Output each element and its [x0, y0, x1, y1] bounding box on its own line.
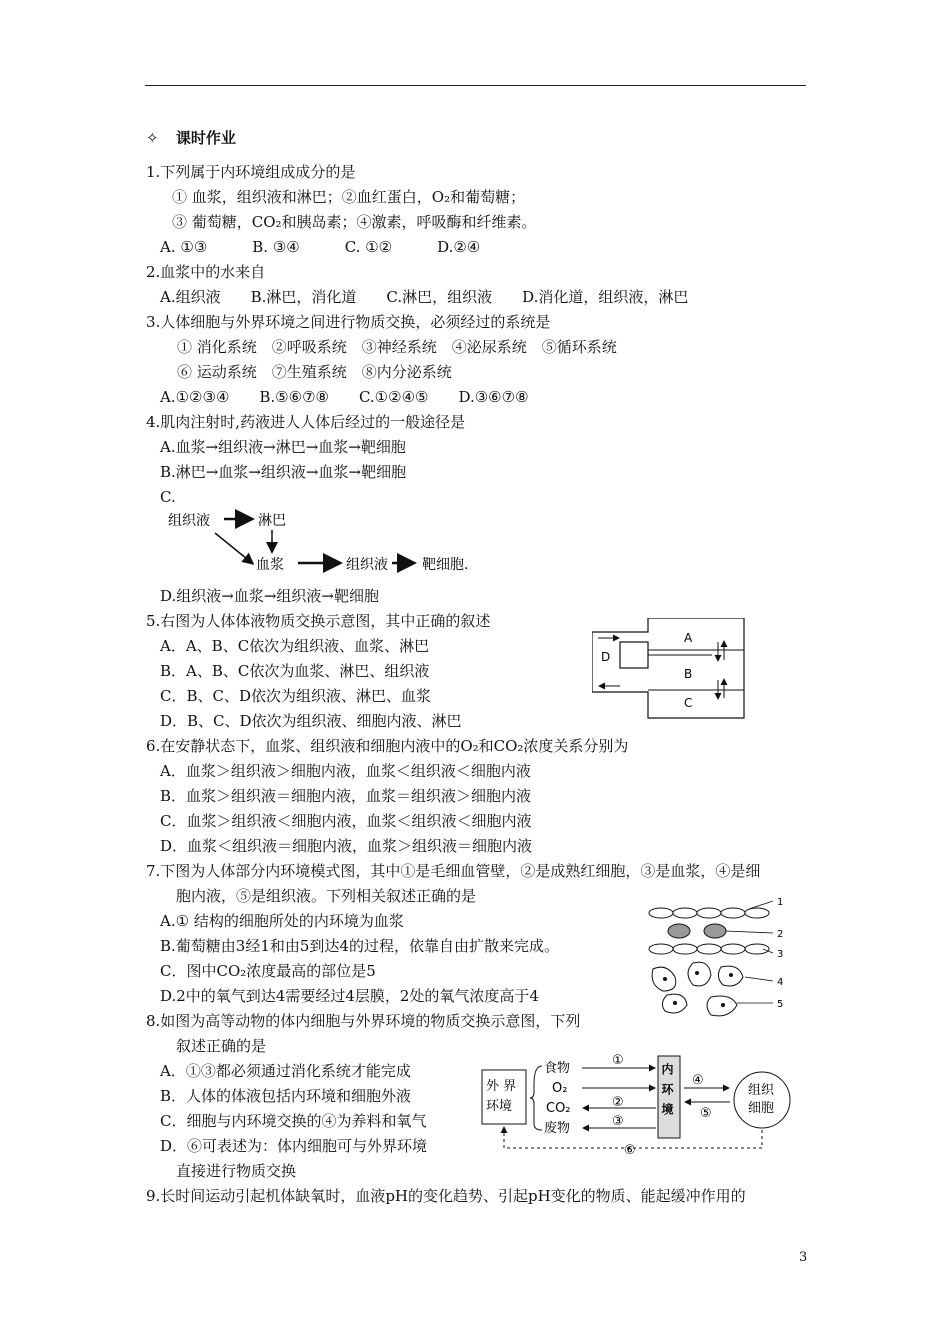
label-a: A	[684, 631, 693, 645]
q7-option-a: A.① 结构的细胞所处的内环境为血浆	[160, 912, 404, 930]
cell-label-1: 组织	[748, 1083, 775, 1098]
label-3: 3	[777, 949, 784, 960]
question-9: 9.长时间运动引起机体缺氧时，血液pH的变化趋势、引起pH变化的物质、能起缓冲作用的	[146, 1187, 746, 1205]
q6-option-b: B．血浆＞组织液＝细胞内液，血浆＝组织液＞细胞内液	[160, 787, 532, 805]
q6-option-d: D．血浆＜组织液＝细胞内液，血浆＞组织液＝细胞内液	[160, 837, 533, 855]
label-waste: 废物	[544, 1121, 571, 1136]
header-rule	[145, 85, 806, 86]
q5-option-c: C．B、C、D依次为组织液、淋巴、血浆	[160, 687, 432, 705]
question-3: 3.人体细胞与外界环境之间进行物质交换，必须经过的系统是	[146, 313, 551, 331]
label-2: 2	[777, 929, 784, 940]
q7-line: 胞内液，⑤是组织液。下列相关叙述正确的是	[176, 887, 477, 905]
question-7: 7.下图为人体部分内环境模式图，其中①是毛细血管壁，②是成熟红细胞，③是血浆，④是细	[146, 862, 761, 880]
q7-tissue-diagram	[645, 893, 795, 1021]
q4-pathway-diagram	[160, 505, 480, 585]
label-b: B	[684, 667, 693, 681]
q8-line: 直接进行物质交换	[176, 1162, 297, 1180]
q3-line: ① 消化系统 ②呼吸系统 ③神经系统 ④泌尿系统 ⑤循环系统	[177, 338, 617, 356]
circle-2: ②	[612, 1095, 624, 1110]
label-food: 食物	[544, 1061, 571, 1076]
circle-4: ④	[692, 1073, 704, 1088]
inner-env-text: 内环境	[662, 1063, 674, 1117]
label-4: 4	[777, 977, 784, 988]
q4-option-a: A.血浆→组织液→淋巴→血浆→靶细胞	[160, 438, 406, 456]
node-tissue-fluid: 组织液	[168, 513, 210, 529]
q5-option-d: D．B、C、D依次为组织液、细胞内液、淋巴	[160, 712, 462, 730]
circle-1: ①	[612, 1053, 624, 1068]
bullet-icon: ✧	[146, 129, 159, 147]
question-8: 8.如图为高等动物的体内细胞与外界环境的物质交换示意图，下列	[146, 1012, 581, 1030]
circle-3: ③	[612, 1114, 624, 1129]
q2-options: A.组织液 B.淋巴，消化道 C.淋巴，组织液 D.消化道，组织液，淋巴	[160, 288, 689, 306]
label-d: D	[601, 650, 611, 664]
outer-label-1: 外 界	[486, 1079, 517, 1094]
node-target-cell: 靶细胞.	[422, 557, 469, 573]
q8-line: 叙述正确的是	[176, 1037, 267, 1055]
outer-label-2: 环境	[486, 1099, 513, 1114]
page-number: 3	[799, 1250, 808, 1265]
question-2: 2.血浆中的水来自	[146, 263, 266, 281]
q5-option-b: B．A、B、C依次为血浆、淋巴、组织液	[160, 662, 430, 680]
q6-option-c: C．血浆＞组织液＜细胞内液，血浆＜组织液＜细胞内液	[160, 812, 532, 830]
q3-options: A.①②③④ B.⑤⑥⑦⑧ C.①②④⑤ D.③⑥⑦⑧	[160, 388, 529, 406]
label-1: 1	[777, 897, 784, 908]
q5-option-a: A．A、B、C依次为组织液、血浆、淋巴	[160, 637, 430, 655]
q8-option-c: C．细胞与内环境交换的④为养料和氧气	[160, 1112, 427, 1130]
question-5: 5.右图为人体体液物质交换示意图，其中正确的叙述	[146, 612, 491, 630]
question-4: 4.肌肉注射时,药液进人人体后经过的一般途径是	[146, 413, 466, 431]
section-heading	[146, 128, 236, 148]
label-5: 5	[777, 999, 784, 1010]
q7-option-d: D.2中的氧气到达4需要经过4层膜，2处的氧气浓度高于4	[160, 987, 539, 1005]
q1-line: ① 血浆，组织液和淋巴；②血红蛋白，O₂和葡萄糖；	[172, 188, 526, 206]
section-title: 课时作业	[175, 129, 236, 147]
label-co2: CO₂	[546, 1101, 571, 1116]
question-6: 6.在安静状态下，血浆、组织液和细胞内液中的O₂和CO₂浓度关系分别为	[146, 737, 629, 755]
q4-option-d: D.组织液→血浆→组织液→靶细胞	[160, 587, 379, 605]
circle-5: ⑤	[700, 1106, 712, 1121]
inner-env-label	[660, 1062, 674, 1117]
node-plasma: 血浆	[256, 557, 284, 573]
q8-exchange-diagram	[478, 1044, 808, 1164]
q8-option-b: B．人体的体液包括内环境和细胞外液	[160, 1087, 412, 1105]
q7-option-c: C．图中CO₂浓度最高的部位是5	[160, 962, 376, 980]
q1-options: A. ①③ B. ③④ C. ①② D.②④	[160, 238, 481, 256]
question-1: 1.下列属于内环境组成成分的是	[146, 163, 356, 181]
circle-6: ⑥	[624, 1143, 636, 1158]
q1-line: ③ 葡萄糖，CO₂和胰岛素；④激素，呼吸酶和纤维素。	[172, 213, 537, 231]
q5-fluid-exchange-diagram	[592, 618, 748, 720]
q3-line: ⑥ 运动系统 ⑦生殖系统 ⑧内分泌系统	[177, 363, 452, 381]
q7-option-b: B.葡萄糖由3经1和由5到达4的过程，依靠自由扩散来完成。	[160, 937, 559, 955]
q8-option-d: D．⑥可表述为：体内细胞可与外界环境	[160, 1137, 428, 1155]
q4-option-b: B.淋巴→血浆→组织液→血浆→靶细胞	[160, 463, 407, 481]
q8-option-a: A．①③都必须通过消化系统才能完成	[160, 1062, 411, 1080]
label-c: C	[684, 696, 693, 710]
q6-option-a: A．血浆＞组织液＞细胞内液，血浆＜组织液＜细胞内液	[160, 762, 531, 780]
q4-option-c: C.	[160, 488, 176, 506]
node-lymph: 淋巴	[258, 513, 286, 529]
label-o2: O₂	[552, 1081, 568, 1096]
node-tissue-fluid-2: 组织液	[346, 557, 388, 573]
cell-label-2: 细胞	[748, 1101, 775, 1116]
